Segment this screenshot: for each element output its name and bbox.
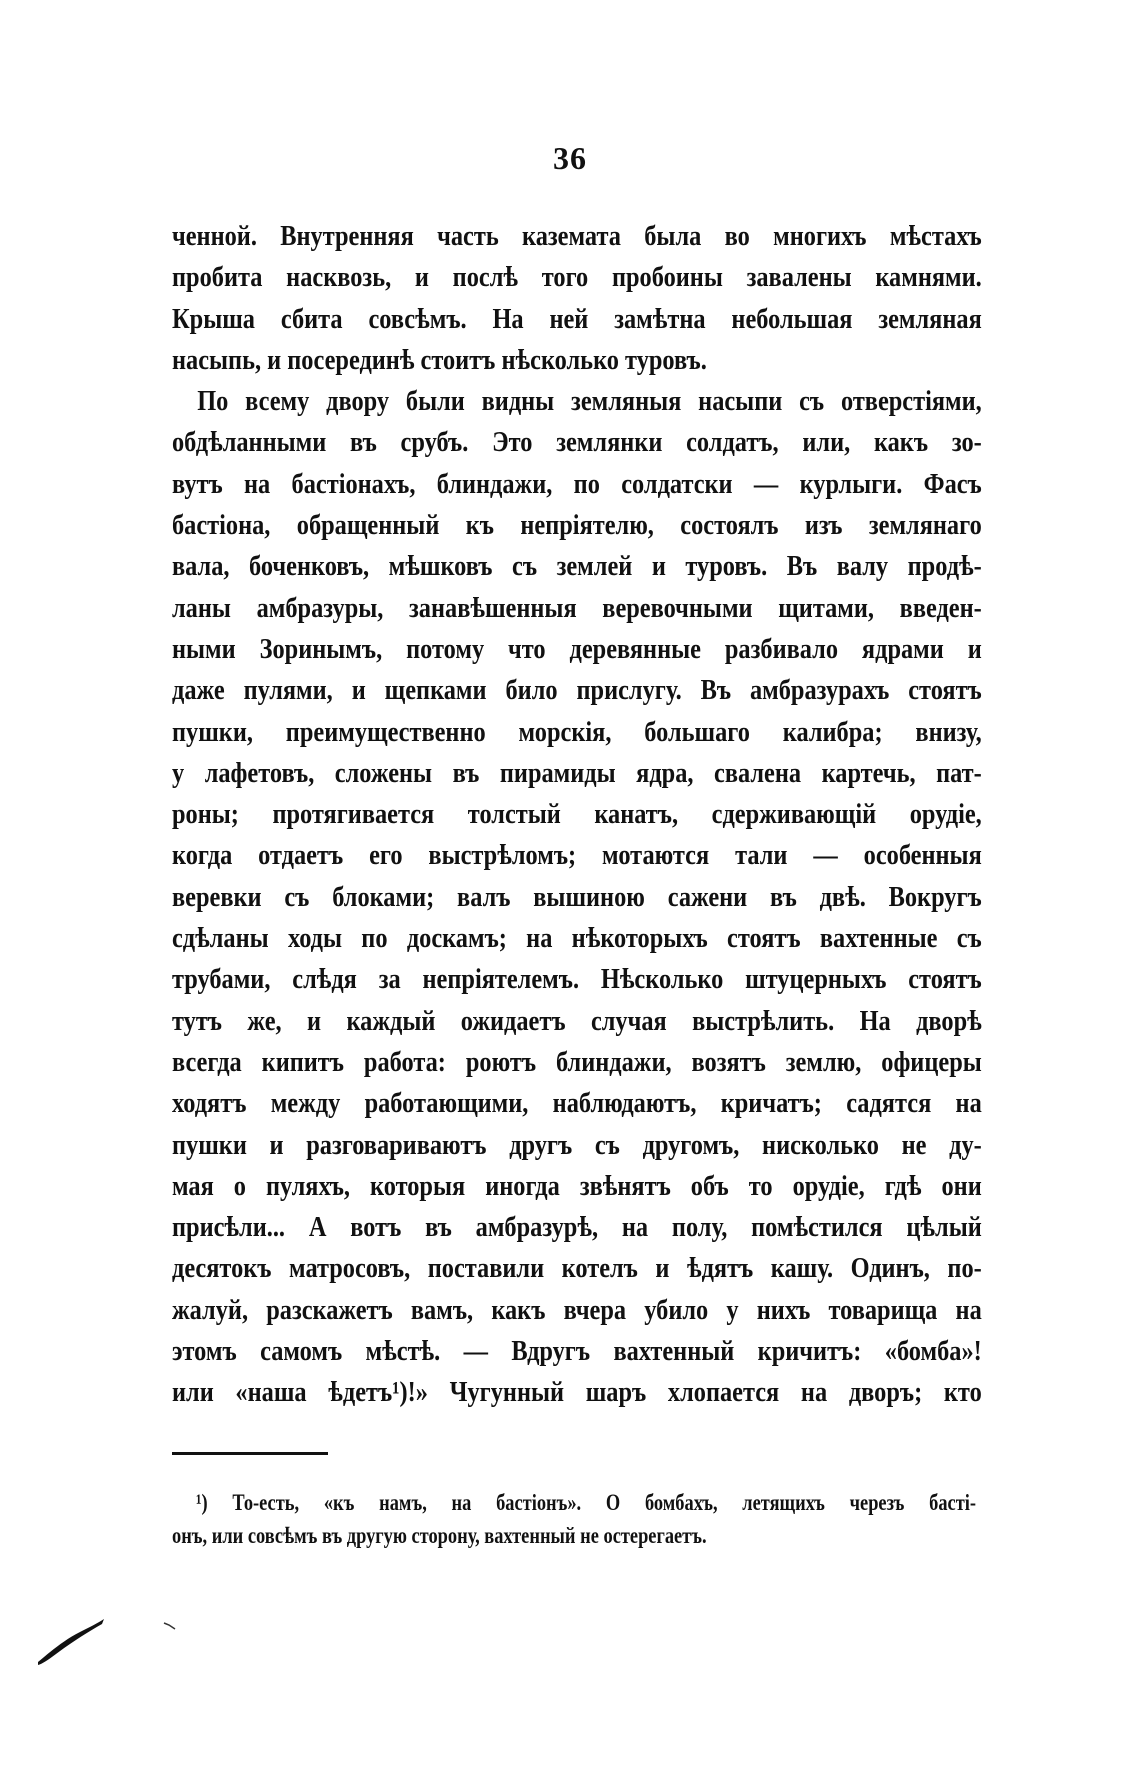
text-line: у лафетовъ, сложены въ пирамиды ядра, свалена картечь, пат- (172, 756, 982, 789)
text-line: ными Зоринымъ, потому что деревянные разбивало ядрами и (172, 632, 982, 665)
footnote-line: ¹) То-есть, «къ намъ, на бастіонъ». О бомбахъ, летящихъ черезъ басті- (196, 1490, 976, 1515)
text-line: обдѣланными въ срубъ. Это землянки солдатъ, или, какъ зо- (172, 426, 982, 459)
text-line: сдѣланы ходы по доскамъ; на нѣкоторыхъ стоятъ вахтенные съ (172, 922, 982, 955)
text-line: жалуй, разскажетъ вамъ, какъ вчера убило у нихъ товарища на (172, 1293, 982, 1326)
text-line: десятокъ матросовъ, поставили котелъ и ѣдятъ кашу. Одинъ, по- (172, 1252, 982, 1285)
ink-mark (36, 1616, 106, 1666)
text-line: тутъ же, и каждый ожидаетъ случая выстрѣлить. На дворѣ (172, 1004, 982, 1037)
text-line: когда отдаетъ его выстрѣломъ; мотаются тали — особенныя (172, 839, 982, 872)
text-line: веревки съ блоками; валъ вышиною сажени въ двѣ. Вокругъ (172, 880, 982, 913)
text-line: пробита насквозь, и послѣ того пробоины завалены камнями. (172, 261, 982, 294)
footnotes (172, 1486, 976, 1552)
text-line: вутъ на бастіонахъ, блиндажи, по солдатски — курлыги. Фасъ (172, 467, 982, 500)
footnote-line: онъ, или совсѣмъ въ другую сторону, вахтенный не остерегаетъ. (172, 1523, 707, 1548)
text-line: мая о пуляхъ, которыя иногда звѣнятъ объ то орудіе, гдѣ они (172, 1169, 982, 1202)
text-line: вала, боченковъ, мѣшковъ съ землей и туровъ. Въ валу продѣ- (172, 550, 982, 583)
page-number: 36 (553, 140, 587, 176)
text-line: ченной. Внутренняя часть каземата была во многихъ мѣстахъ (172, 220, 982, 252)
body-text (172, 216, 982, 1414)
text-line: По всему двору были видны земляныя насыпи съ отверстіями, (197, 385, 982, 418)
footnote-rule (172, 1452, 328, 1455)
text-line: пушки и разговариваютъ другъ съ другомъ, нисколько не ду- (172, 1128, 982, 1161)
text-line: роны; протягивается толстый канатъ, сдерживающій орудіе, (172, 798, 982, 831)
text-line: пушки, преимущественно морскія, большаго калибра; внизу, (172, 715, 982, 748)
text-line: этомъ самомъ мѣстѣ. — Вдругъ вахтенный кричитъ: «бомба»! (172, 1335, 982, 1368)
text-line: ходятъ между работающими, наблюдаютъ, кричатъ; садятся на (172, 1087, 982, 1120)
text-line: или «наша ѣдетъ¹)!» Чугунный шаръ хлопается на дворъ; кто (172, 1376, 982, 1409)
text-line: даже пулями, и щепками било прислугу. Въ амбразурахъ стоятъ (172, 674, 982, 707)
text-line: насыпь, и посерединѣ стоитъ нѣсколько туровъ. (172, 343, 707, 376)
text-line: ланы амбразуры, занавѣшенныя веревочными щитами, введен- (172, 591, 982, 624)
text-line: всегда кипитъ работа: роютъ блиндажи, возятъ землю, офицеры (172, 1045, 982, 1078)
text-line: Крыша сбита совсѣмъ. На ней замѣтна небольшая земляная (172, 302, 982, 335)
text-line: трубами, слѣдя за непріятелемъ. Нѣсколько штуцерныхъ стоятъ (172, 963, 982, 996)
ink-speck (163, 1622, 177, 1630)
text-line: бастіона, обращенный къ непріятелю, состоялъ изъ землянаго (172, 509, 982, 542)
text-line: присѣли... А вотъ въ амбразурѣ, на полу, помѣстился цѣлый (172, 1211, 982, 1244)
